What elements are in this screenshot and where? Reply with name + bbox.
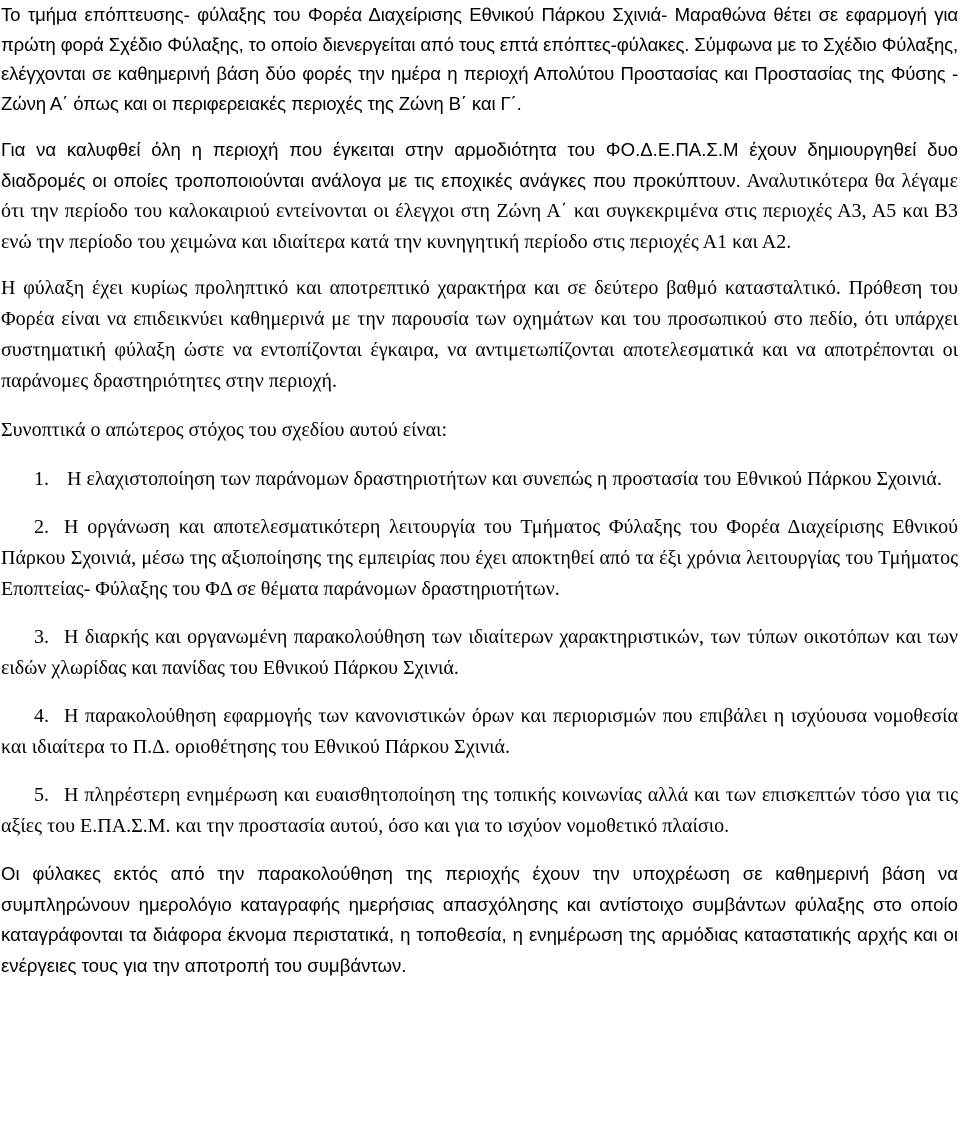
list-item-text: Η ελαχιστοποίηση των παράνομων δραστηριοτήτων και συνεπώς η προστασία του Εθνικού Πάρκου Σχοινιά. — [67, 468, 942, 490]
goals-list — [1, 464, 958, 842]
list-item — [1, 622, 958, 684]
list-item-number: 5. — [34, 784, 49, 806]
paragraph-guard-duties-text: Οι φύλακες εκτός από την παρακολούθηση της περιοχής έχουν την υποχρέωση σε καθημερινή βάση να συμπληρώνουν ημερολόγιο καταγραφής ημερήσιας απασχόλησης και αντίστοιχο συμβάντων φύλαξης στο οποίο καταγράφονται τα διάφορα έκνομα περιστατικά, η τοποθεσία, η ενημέρωση της αρμόδιας καταστατικής αρχής και οι ενέργειες τους για την αποτροπή του — [1, 863, 958, 976]
paragraph-summary-intro: Συνοπτικά ο απώτερος στόχος του σχεδίου αυτού είναι: — [1, 419, 447, 441]
list-item — [1, 780, 958, 842]
paragraph-patrol-routes — [1, 135, 958, 257]
document-page — [1, 0, 958, 1124]
paragraph-guarding-character: Η φύλαξη έχει κυρίως προληπτικό και αποτρεπτικό χαρακτήρα και σε δεύτερο βαθμό κατασταλτικό. Πρόθεση του Φορέα είναι να επιδεικνύει καθημερινά με την παρουσία των οχημάτων και του προσωπικού στο πεδίο, ότι υπάρχει συστηματική φύλαξη ώστε να εντοπίζονται έγκαιρα, να αντιμετωπίζονται αποτελεσματικά και να αποτρέπονται οι παράνομες δραστηριότητες στην περιοχή. — [1, 277, 958, 392]
paragraph-guard-duties — [1, 859, 958, 981]
paragraph-guard-duties-end: συμβάντων. — [307, 954, 407, 976]
list-item — [1, 464, 958, 495]
list-item-number: 4. — [34, 705, 49, 727]
list-item-text: Η πληρέστερη ενημέρωση και ευαισθητοποίηση της τοπικής κοινωνίας αλλά και των επισκεπτών τόσο για τις αξίες του Ε.ΠΑ.Σ.Μ. και την προστασία αυτού, όσο και για το ισχύον νομοθετικό πλαίσιο. — [1, 784, 958, 837]
list-item-number: 2. — [34, 516, 49, 538]
list-item-text: Η παρακολούθηση εφαρμογής των κανονιστικών όρων και περιορισμών που επιβάλει η ισχύουσα νομοθεσία και ιδιαίτερα το Π.Δ. οριοθέτησης του Εθνικού Πάρκου Σχινιά. — [1, 705, 958, 758]
list-item-text: Η οργάνωση και αποτελεσματικότερη λειτουργία του Τμήματος Φύλαξης του Φορέα Διαχείρισης Εθνικού Πάρκου Σχοινιά, μέσω της αξιοποίησης της εμπειρίας που έχει αποκτηθεί από τα έξι χρόνια λειτουργίας του Τμήματος Εποπτείας- Φύλαξης του ΦΔ σε θέματα παράνομων δραστηριοτήτων. — [1, 516, 958, 600]
list-item-number: 1. — [34, 468, 49, 490]
list-item-number: 3. — [34, 626, 49, 648]
list-item — [1, 512, 958, 605]
paragraph-patrol-routes-part-1: Για να καλυφθεί όλη η περιοχή που έγκειται στην αρμοδιότητα του ΦΟ.Δ.Ε.ΠΑ.Σ.Μ έχουν δημιουργηθεί δυο διαδρομές οι οποίες τροποποιούνται ανάλογα με τις εποχικές ανάγκες που προκύπτουν. — [1, 139, 958, 191]
paragraph-guarding-plan-intro: Το τμήμα επόπτευσης- φύλαξης του Φορέα Διαχείρισης Εθνικού Πάρκου Σχινιά- Μαραθώνα θέτει σε εφαρμογή για πρώτη φορά Σχέδιο Φύλαξης, το οποίο διενεργείται από τους επτά επόπτες-φύλακες. Σύμφωνα με το Σχέδιο Φύλαξης, ελέγχονται σε καθημερινή βάση δύο φορές την ημέρα η περιοχή Απολύτου Προστασίας και Προστασίας της Φύσης - Ζώνη Α΄ όπως και οι περιφερειακές περιοχές της Ζώνη Β΄ και Γ΄. — [1, 4, 958, 114]
list-item — [1, 701, 958, 763]
list-item-text: Η διαρκής και οργανωμένη παρακολούθηση των ιδιαίτερων χαρακτηριστικών, των τύπων οικοτόπων και των ειδών χλωρίδας και πανίδας του Εθνικού Πάρκου Σχινιά. — [1, 626, 958, 679]
paragraph-patrol-routes-part-2: Αναλυτικότερα θα λέγαμε ότι την περίοδο του καλοκαιριού εντείνονται οι έλεγχοι στη Ζώνη Α΄ και συγκεκριμένα στις περιοχές Α3, Α5 και Β3 ενώ την περίοδο του χειμώνα και ιδιαίτερα κατά την κυνηγητική περίοδο στις περιοχές Α1 και Α2. — [1, 169, 958, 253]
